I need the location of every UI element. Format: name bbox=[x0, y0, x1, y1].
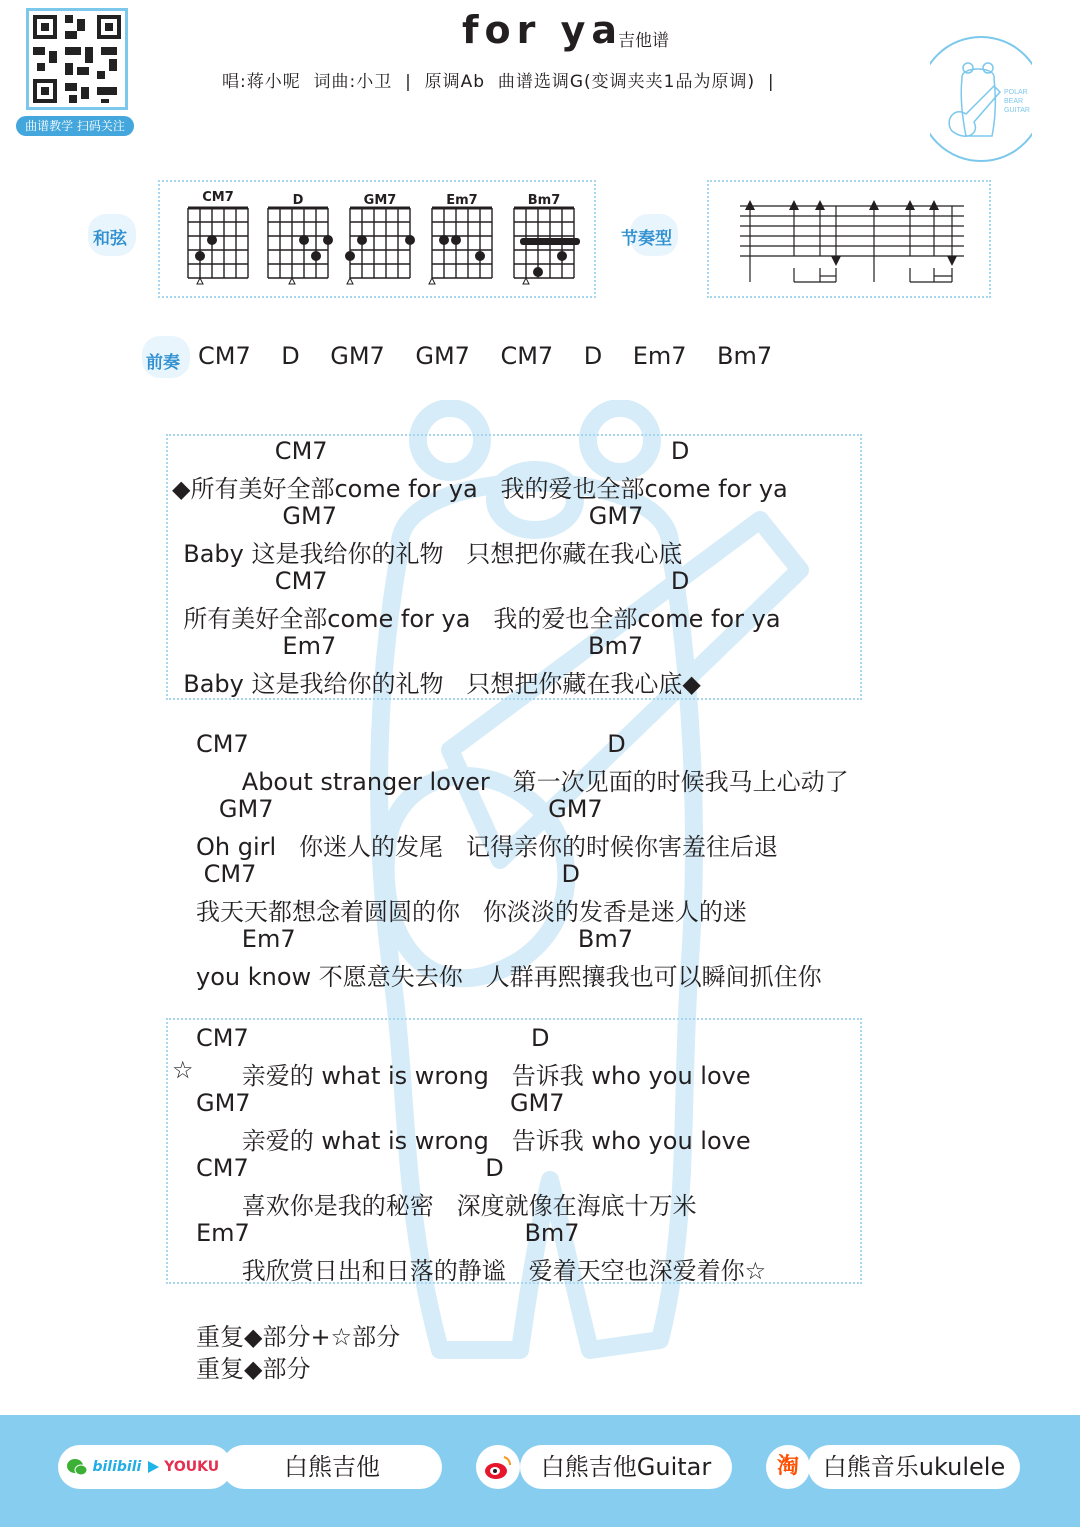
chord-name-cm7: CM7 bbox=[202, 190, 234, 205]
lyric-line: you know 不愿意失去你 人群再熙攘我也可以瞬间抓住你 bbox=[196, 963, 822, 991]
outro-line: 重复◆部分+☆部分 bbox=[196, 1323, 401, 1351]
taobao-icon: 淘 bbox=[776, 1454, 799, 1479]
weibo-icon bbox=[476, 1445, 520, 1489]
chord-line: CM7 D bbox=[196, 860, 580, 888]
lyric-line: Baby 这是我给你的礼物 只想把你藏在我心底◆ bbox=[168, 670, 701, 698]
chord-name-em7: Em7 bbox=[446, 193, 478, 208]
chords-label: 和弦 bbox=[93, 229, 127, 249]
youku-label: YOUKU bbox=[164, 1459, 220, 1475]
rhythm-pattern bbox=[734, 196, 966, 286]
star-marker: ☆ bbox=[172, 1056, 194, 1084]
song-credits: 唱:蒋小呢 词曲:小卫 | 原调Ab 曲谱选调G(变调夹夹1品为原调) | bbox=[222, 72, 775, 92]
taobao-name-pill[interactable]: 白熊音乐ukulele bbox=[808, 1445, 1020, 1489]
chord-d bbox=[268, 208, 333, 284]
qr-caption: 曲谱教学 扫码关注 bbox=[16, 116, 134, 136]
chord-gm7 bbox=[345, 208, 415, 284]
intro-chord: Em7 bbox=[632, 342, 687, 370]
intro-chord: CM7 bbox=[198, 342, 251, 370]
qr-pattern-icon bbox=[29, 11, 125, 107]
chord-line: Em7 Bm7 bbox=[196, 1219, 580, 1247]
lyric-line: Baby 这是我给你的礼物 只想把你藏在我心底 bbox=[168, 540, 683, 568]
lyric-line: 所有美好全部come for ya 我的爱也全部come for ya bbox=[168, 605, 781, 633]
video-platforms-pill[interactable] bbox=[58, 1445, 232, 1489]
chord-name-bm7: Bm7 bbox=[527, 193, 561, 208]
channel-name-pill[interactable]: 白熊吉他 bbox=[222, 1445, 442, 1489]
polar-bear-logo bbox=[930, 36, 1032, 162]
intro-chord: D bbox=[583, 342, 603, 370]
chord-line: CM7 D bbox=[168, 567, 690, 595]
intro-chord: GM7 bbox=[330, 342, 385, 370]
chord-cm7 bbox=[188, 208, 248, 284]
youku-play-icon bbox=[146, 1460, 160, 1474]
lyric-line: 亲爱的 what is wrong 告诉我 who you love bbox=[196, 1062, 751, 1090]
wechat-icon bbox=[66, 1457, 88, 1477]
lyric-line: 亲爱的 what is wrong 告诉我 who you love bbox=[196, 1127, 751, 1155]
rhythm-label: 节奏型 bbox=[621, 229, 672, 249]
lyric-line: About stranger lover 第一次见面的时候我马上心动了 bbox=[196, 768, 849, 796]
chord-line: GM7 GM7 bbox=[168, 502, 644, 530]
lyric-line: 喜欢你是我的秘密 深度就像在海底十万米 bbox=[196, 1192, 697, 1220]
chord-line: CM7 D bbox=[196, 1154, 504, 1182]
weibo-icon-circle[interactable] bbox=[476, 1445, 520, 1489]
chord-bm7 bbox=[514, 208, 580, 284]
title-suffix: 吉他谱 bbox=[618, 31, 669, 51]
taobao-icon-circle[interactable] bbox=[766, 1445, 810, 1489]
chord-line: Em7 Bm7 bbox=[168, 632, 644, 660]
qr-code[interactable] bbox=[26, 8, 128, 110]
lyric-line: 我欣赏日出和日落的静谧 爱着天空也深爱着你☆ bbox=[196, 1257, 767, 1285]
bear-guitar-logo-icon bbox=[930, 36, 1032, 162]
chord-name-d: D bbox=[292, 193, 304, 208]
weibo-name-pill[interactable]: 白熊吉他Guitar bbox=[520, 1445, 732, 1489]
lyric-line: Oh girl 你迷人的发尾 记得亲你的时候你害羞往后退 bbox=[196, 833, 778, 861]
intro-label: 前奏 bbox=[146, 353, 180, 373]
logo-bear: BEAR bbox=[1004, 98, 1024, 105]
chord-line: CM7 D bbox=[196, 1024, 550, 1052]
song-title: for ya bbox=[462, 8, 624, 52]
logo-guitar: GUITAR bbox=[1004, 107, 1030, 114]
chord-line: Em7 Bm7 bbox=[196, 925, 633, 953]
chord-line: CM7 D bbox=[196, 730, 626, 758]
chord-line: GM7 GM7 bbox=[196, 1089, 565, 1117]
logo-polar: POLAR bbox=[1004, 89, 1028, 96]
intro-chord: Bm7 bbox=[717, 342, 773, 370]
intro-chord: CM7 bbox=[500, 342, 554, 370]
lyric-line: 我天天都想念着圆圆的你 你淡淡的发香是迷人的迷 bbox=[196, 898, 747, 926]
intro-chord: GM7 bbox=[415, 342, 470, 370]
intro-chords bbox=[198, 342, 772, 370]
lyric-line: ◆所有美好全部come for ya 我的爱也全部come for ya bbox=[172, 475, 788, 503]
outro-line: 重复◆部分 bbox=[196, 1355, 311, 1383]
chord-line: GM7 GM7 bbox=[196, 795, 603, 823]
chord-name-gm7: GM7 bbox=[363, 193, 397, 208]
bilibili-label: bilibili bbox=[92, 1459, 142, 1475]
chord-line: CM7 D bbox=[168, 437, 690, 465]
intro-chord: D bbox=[281, 342, 300, 370]
chord-em7 bbox=[429, 208, 492, 284]
